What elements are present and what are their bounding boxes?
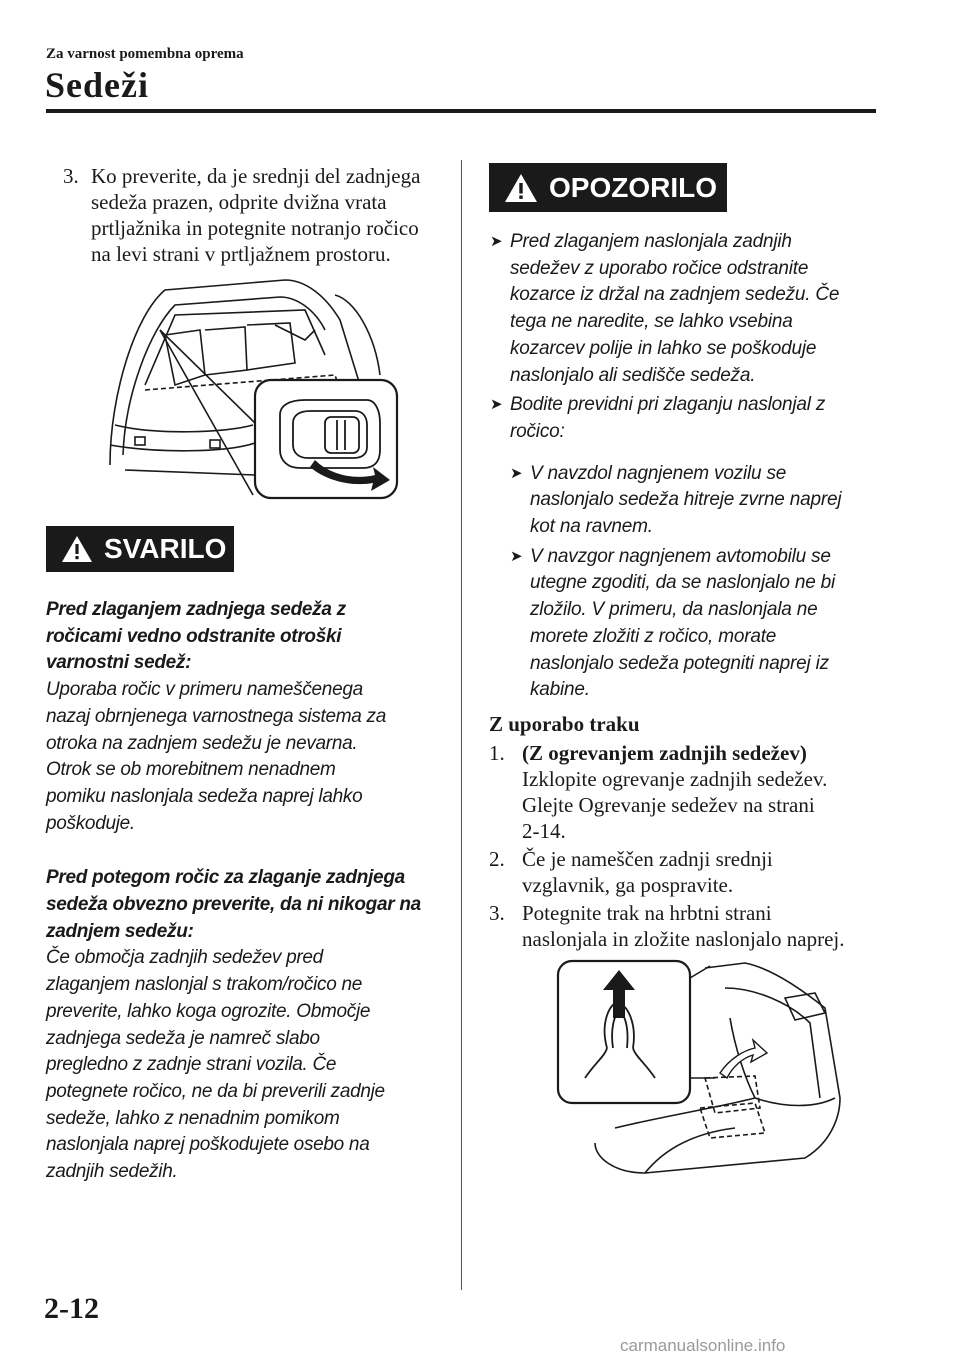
warning-label: OPOZORILO	[549, 171, 717, 203]
caution-line: Otrok se ob morebitnem nenadnem	[46, 759, 336, 781]
step-line: Izklopite ogrevanje zadnjih sedežev.	[522, 767, 828, 791]
caution-line: poškoduje.	[46, 812, 135, 834]
caution-label: SVARILO	[104, 533, 227, 564]
step-3	[63, 163, 443, 267]
bullet-line: naslonjalo sedeža potegniti naprej iz	[530, 652, 829, 674]
bullet-line: kozarce iz držal na zadnjem sedežu. Če	[510, 284, 840, 306]
bullet-line: zložilo. V primeru, da naslonjala ne	[530, 599, 818, 621]
warning-sub-bullet	[510, 461, 882, 541]
warning-triangle-icon	[503, 172, 539, 204]
step-line: Potegnite trak na hrbtni strani	[522, 901, 772, 925]
bullet-line: naslonjalo sedeža hitreje zvrne naprej	[530, 489, 842, 511]
warning-bullet	[490, 229, 882, 389]
caution-badge	[46, 526, 234, 572]
bullet-line: kozarcev polije in lahko se poškoduje	[510, 337, 817, 359]
seat-strap-illustration	[555, 958, 855, 1178]
bullet-line: sedežev z uporabo ročice odstranite	[510, 257, 809, 279]
bullet-line: ročico:	[510, 420, 565, 442]
warning-badge	[489, 163, 727, 212]
page-title: Sedeži	[45, 65, 149, 105]
bullet-line: kot na ravnem.	[530, 516, 653, 538]
page-number: 2-12	[44, 1292, 99, 1325]
caution-body	[46, 597, 458, 1186]
caution-bold-line: Pred zlaganjem zadnjega sedeža z	[46, 599, 346, 620]
caution-line: otroka na zadnjem sedežu je nevarna.	[46, 732, 358, 754]
strap-step-1	[489, 740, 889, 844]
step-line: Če je nameščen zadnji srednji	[522, 847, 773, 871]
caution-line: sedeže, lahko z nenadnim pomikom	[46, 1107, 340, 1129]
watermark: carmanualsonline.info	[620, 1336, 786, 1355]
caution-bold-line: Pred potegom ročic za zlaganje zadnjega	[46, 867, 405, 889]
step-line: vzglavnik, ga pospravite.	[522, 873, 734, 897]
step-line: 2-14.	[522, 819, 566, 843]
step-number: 2.	[489, 847, 505, 871]
caution-line: Če območja zadnjih sedežev pred	[46, 947, 323, 969]
bullet-line: naslonjalo ali sedišče sedeža.	[510, 364, 756, 386]
step-line-bold: (Z ogrevanjem zadnjih sedežev)	[522, 741, 807, 765]
bullet-line: Pred zlaganjem naslonjala zadnjih	[510, 231, 792, 252]
warning-bullet	[490, 392, 882, 445]
bullet-line: tega ne naredite, se lahko vsebina	[510, 311, 793, 333]
bullet-line: kabine.	[530, 679, 590, 701]
section-label: Za varnost pomembna oprema	[46, 46, 244, 62]
caution-line: zlaganjem naslonjal s trakom/ročico ne	[46, 974, 362, 996]
bullet-line: utegne zgoditi, da se naslonjalo ne bi	[530, 572, 836, 594]
caution-line: nazaj obrnjenega varnostnega sistema za	[46, 705, 387, 727]
caution-bold-line: varnostni sedež:	[46, 652, 192, 674]
caution-bold-line: zadnjem sedežu:	[46, 920, 194, 942]
warning-body	[490, 229, 882, 704]
step-line: sedeža prazen, odprite dvižna vrata	[91, 190, 387, 214]
caution-bold-line: ročicami vedno odstranite otroški	[46, 625, 342, 647]
bullet-line: morete zložiti z ročico, morate	[530, 625, 777, 647]
bullet-arrow-icon: ➤	[510, 464, 523, 482]
step-line: na levi strani v prtljažnem prostoru.	[91, 242, 391, 266]
column-divider	[461, 160, 462, 1290]
bullet-arrow-icon: ➤	[510, 547, 523, 565]
caution-bold-line: sedeža obvezno preverite, da ni nikogar na	[46, 894, 421, 916]
step-line: Ko preverite, da je srednji del zadnjega	[91, 164, 421, 188]
step-number: 1.	[489, 741, 505, 765]
caution-line: pomiku naslonjala sedeža naprej lahko	[46, 785, 363, 807]
bullet-line: V navzdol nagnjenem vozilu se	[530, 462, 787, 484]
warning-triangle-icon	[60, 534, 94, 564]
caution-line: naslonjala naprej poškodujete osebo na	[46, 1134, 370, 1156]
step-line: Glejte Ogrevanje sedežev na strani	[522, 793, 815, 817]
caution-line: zadnjega sedeža je namreč slabo	[46, 1027, 320, 1049]
step-line: prtljažnika in potegnite notranjo ročico	[91, 216, 419, 240]
bullet-arrow-icon: ➤	[490, 233, 503, 250]
step-number: 3.	[63, 164, 79, 188]
strap-step-3	[489, 900, 889, 952]
strap-step-2	[489, 846, 889, 898]
strap-section-heading: Z uporabo traku	[489, 712, 640, 736]
warning-sub-bullet	[510, 544, 882, 704]
bullet-line: Bodite previdni pri zlaganju naslonjal z	[510, 394, 826, 416]
caution-line: zadnjih sedežih.	[46, 1161, 178, 1183]
step-number: 3.	[489, 901, 505, 925]
bullet-arrow-icon: ➤	[490, 396, 503, 414]
caution-line: potegnete ročico, ne da bi preverili zadnje	[46, 1080, 385, 1102]
header-rule	[46, 109, 876, 113]
caution-line: Uporaba ročic v primeru nameščenega	[46, 679, 363, 701]
cargo-lever-illustration	[105, 275, 405, 505]
step-line: naslonjala in zložite naslonjalo naprej.	[522, 927, 845, 951]
bullet-line: V navzgor nagnjenem avtomobilu se	[530, 545, 831, 567]
caution-line: preverite, lahko koga ogrozite. Območje	[46, 1000, 371, 1022]
caution-line: pregledno z zadnje strani vozila. Če	[46, 1054, 337, 1076]
